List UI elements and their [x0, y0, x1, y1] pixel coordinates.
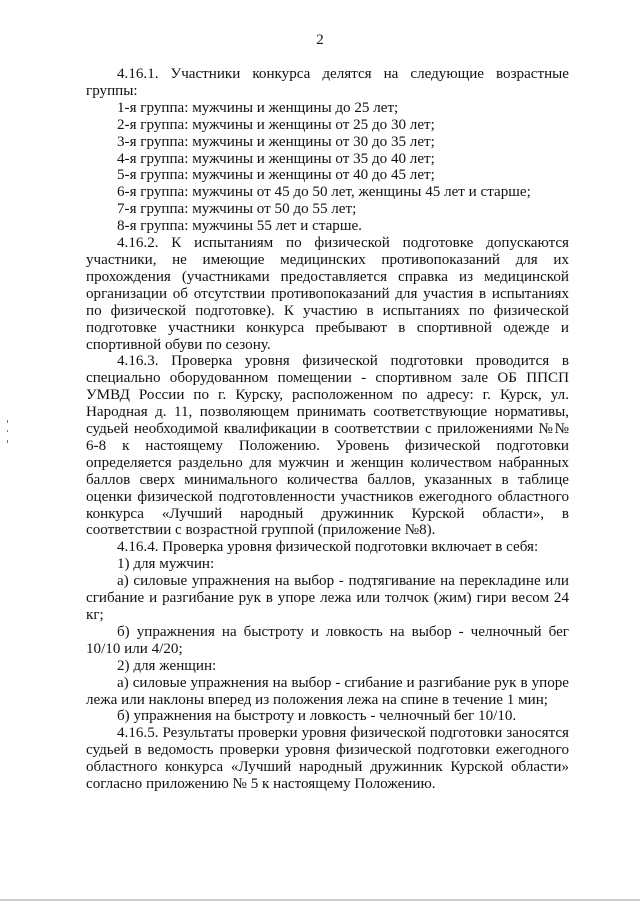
subitem-women-speed: б) упражнения на быстроту и ловкость - челночный бег 10/10.	[117, 708, 517, 725]
age-group-item: 7-я группа: мужчины от 50 до 55 лет;	[117, 201, 357, 218]
paragraph-4-16-3: 4.16.3. Проверка уровня физической подготовки проводится в специально оборудованном помещении - спортивном зале ОБ ППСП УМВД России по г. Курску, расположенном по адресу: г. Курск, ул. Народная д. 11, позволяющем принимать соответствующие нормативы, судьей необходимой квалификации в соответствии с приложениями №№ 6-8 к настоящему Положению. Уровень физической подготовки определяется раздельно для мужчин и женщин количеством набранных баллов сверх минимального количества баллов, указанных в таблице оценки физической подготовленности участников ежегодного областного конкурса «Лучший народный дружинник Курской области», в соответствии с возрастной группой (приложение №8).	[86, 353, 569, 539]
age-group-item: 4-я группа: мужчины и женщины от 35 до 40 лет;	[117, 150, 435, 167]
subitem-men-strength: а) силовые упражнения на выбор - подтягивание на перекладине или сгибание и разгибание рук в упоре лежа или толчок (жим) гири весом 24 кг;	[86, 573, 569, 623]
paragraph-4-16-2: 4.16.2. К испытаниям по физической подготовке допускаются участники, не имеющие медицинских противопоказаний для их прохождения (участниками предоставляется справка из медицинской организации об отсутствии противопоказаний для участия в испытаниях по физической подготовке). К участию в испытаниях по физической подготовке участники конкурса пребывают в спортивной одежде и спортивной обуви по сезону.	[86, 235, 569, 353]
age-group-item: 3-я группа: мужчины и женщины от 30 до 35 лет;	[117, 133, 435, 150]
scan-margin-mark	[7, 440, 8, 443]
paragraph-4-16-1: 4.16.1. Участники конкурса делятся на следующие возрастные группы:	[86, 66, 569, 99]
paragraph-4-16-4: 4.16.4. Проверка уровня физической подготовки включает в себя:	[117, 539, 539, 556]
age-group-item: 6-я группа: мужчины от 45 до 50 лет, женщины 45 лет и старше;	[117, 184, 531, 201]
age-group-item: 2-я группа: мужчины и женщины от 25 до 30 лет;	[117, 116, 435, 133]
age-group-item: 8-я группа: мужчины 55 лет и старше.	[117, 218, 362, 235]
age-group-item: 1-я группа: мужчины и женщины до 25 лет;	[117, 99, 399, 116]
subitem-men-speed: б) упражнения на быстроту и ловкость на выбор - челночный бег 10/10 или 4/20;	[86, 623, 569, 657]
subitem-men: 1) для мужчин:	[117, 556, 215, 573]
document-body	[86, 66, 569, 793]
subitem-women-strength: а) силовые упражнения на выбор - сгибание и разгибание рук в упоре лежа или наклоны вперед из положения лежа на спине в течение 1 мин;	[86, 674, 569, 708]
age-group-item: 5-я группа: мужчины и женщины от 40 до 45 лет;	[117, 167, 435, 184]
scan-margin-mark	[7, 430, 8, 432]
scan-margin-mark	[7, 420, 8, 423]
paragraph-4-16-5: 4.16.5. Результаты проверки уровня физической подготовки заносятся судьей в ведомость проверки уровня физической подготовки ежегодного областного конкурса «Лучший народный дружинник Курской области» согласно приложению № 5 к настоящему Положению.	[86, 725, 569, 793]
scan-bottom-edge	[0, 899, 640, 901]
subitem-women: 2) для женщин:	[117, 657, 217, 674]
page-number: 2	[316, 32, 324, 48]
